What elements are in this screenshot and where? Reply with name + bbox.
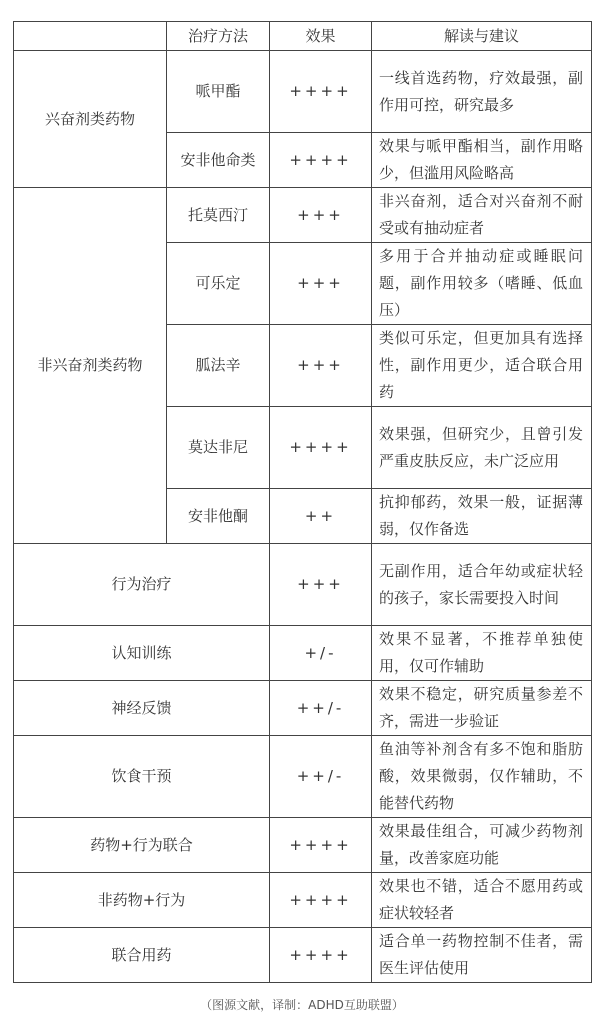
interpretation-cell: 鱼油等补剂含有多不饱和脂肪酸，效果微弱，仅作辅助，不能替代药物 <box>372 736 592 818</box>
method-cell: 神经反馈 <box>14 681 270 736</box>
method-cell: 非药物+行为 <box>14 873 270 928</box>
effect-cell: ++++ <box>270 407 372 489</box>
interpretation-cell: 效果也不错，适合不愿用药或症状较轻者 <box>372 873 592 928</box>
effect-cell: +/- <box>270 626 372 681</box>
header-effect: 效果 <box>270 22 372 51</box>
table-row <box>14 544 592 626</box>
adhd-treatment-table <box>13 21 592 983</box>
method-cell: 认知训练 <box>14 626 270 681</box>
effect-cell: ++++ <box>270 51 372 133</box>
table-row <box>14 51 592 133</box>
method-cell: 托莫西汀 <box>167 188 270 243</box>
method-cell: 安非他酮 <box>167 489 270 544</box>
effect-cell: ++/- <box>270 736 372 818</box>
interpretation-cell: 类似可乐定，但更加具有选择性，副作用更少，适合联合用药 <box>372 325 592 407</box>
effect-cell: ++++ <box>270 133 372 188</box>
effect-cell: +++ <box>270 243 372 325</box>
method-cell: 药物+行为联合 <box>14 818 270 873</box>
effect-cell: ++++ <box>270 873 372 928</box>
table-row <box>14 818 592 873</box>
header-category <box>14 22 167 51</box>
table-row <box>14 736 592 818</box>
header-method: 治疗方法 <box>167 22 270 51</box>
source-caption: （图源文献，译制：ADHD互助联盟） <box>200 998 404 1012</box>
method-cell: 胍法辛 <box>167 325 270 407</box>
interpretation-cell: 一线首选药物，疗效最强，副作用可控，研究最多 <box>372 51 592 133</box>
method-cell: 联合用药 <box>14 928 270 983</box>
interpretation-cell: 适合单一药物控制不佳者，需医生评估使用 <box>372 928 592 983</box>
effect-cell: +++ <box>270 188 372 243</box>
effect-cell: +++ <box>270 325 372 407</box>
method-cell: 莫达非尼 <box>167 407 270 489</box>
category-cell: 非兴奋剂类药物 <box>14 188 167 544</box>
effect-cell: ++/- <box>270 681 372 736</box>
method-cell: 行为治疗 <box>14 544 270 626</box>
interpretation-cell: 效果不稳定，研究质量参差不齐，需进一步验证 <box>372 681 592 736</box>
table-row <box>14 873 592 928</box>
table-row <box>14 928 592 983</box>
interpretation-cell: 效果不显著，不推荐单独使用，仅可作辅助 <box>372 626 592 681</box>
effect-cell: +++ <box>270 544 372 626</box>
effect-cell: ++ <box>270 489 372 544</box>
interpretation-cell: 多用于合并抽动症或睡眠问题，副作用较多（嗜睡、低血压） <box>372 243 592 325</box>
interpretation-cell: 无副作用，适合年幼或症状轻的孩子，家长需要投入时间 <box>372 544 592 626</box>
interpretation-cell: 效果最佳组合，可减少药物剂量，改善家庭功能 <box>372 818 592 873</box>
effect-cell: ++++ <box>270 818 372 873</box>
method-cell: 哌甲酯 <box>167 51 270 133</box>
interpretation-cell: 非兴奋剂，适合对兴奋剂不耐受或有抽动症者 <box>372 188 592 243</box>
table-row <box>14 626 592 681</box>
method-cell: 饮食干预 <box>14 736 270 818</box>
method-cell: 可乐定 <box>167 243 270 325</box>
interpretation-cell: 抗抑郁药，效果一般，证据薄弱，仅作备选 <box>372 489 592 544</box>
table-row <box>14 188 592 243</box>
header-row <box>14 22 592 51</box>
method-cell: 安非他命类 <box>167 133 270 188</box>
category-cell: 兴奋剂类药物 <box>14 51 167 188</box>
interpretation-cell: 效果与哌甲酯相当，副作用略少，但滥用风险略高 <box>372 133 592 188</box>
interpretation-cell: 效果强，但研究少，且曾引发严重皮肤反应，未广泛应用 <box>372 407 592 489</box>
table-row <box>14 681 592 736</box>
header-interpretation: 解读与建议 <box>372 22 592 51</box>
effect-cell: ++++ <box>270 928 372 983</box>
